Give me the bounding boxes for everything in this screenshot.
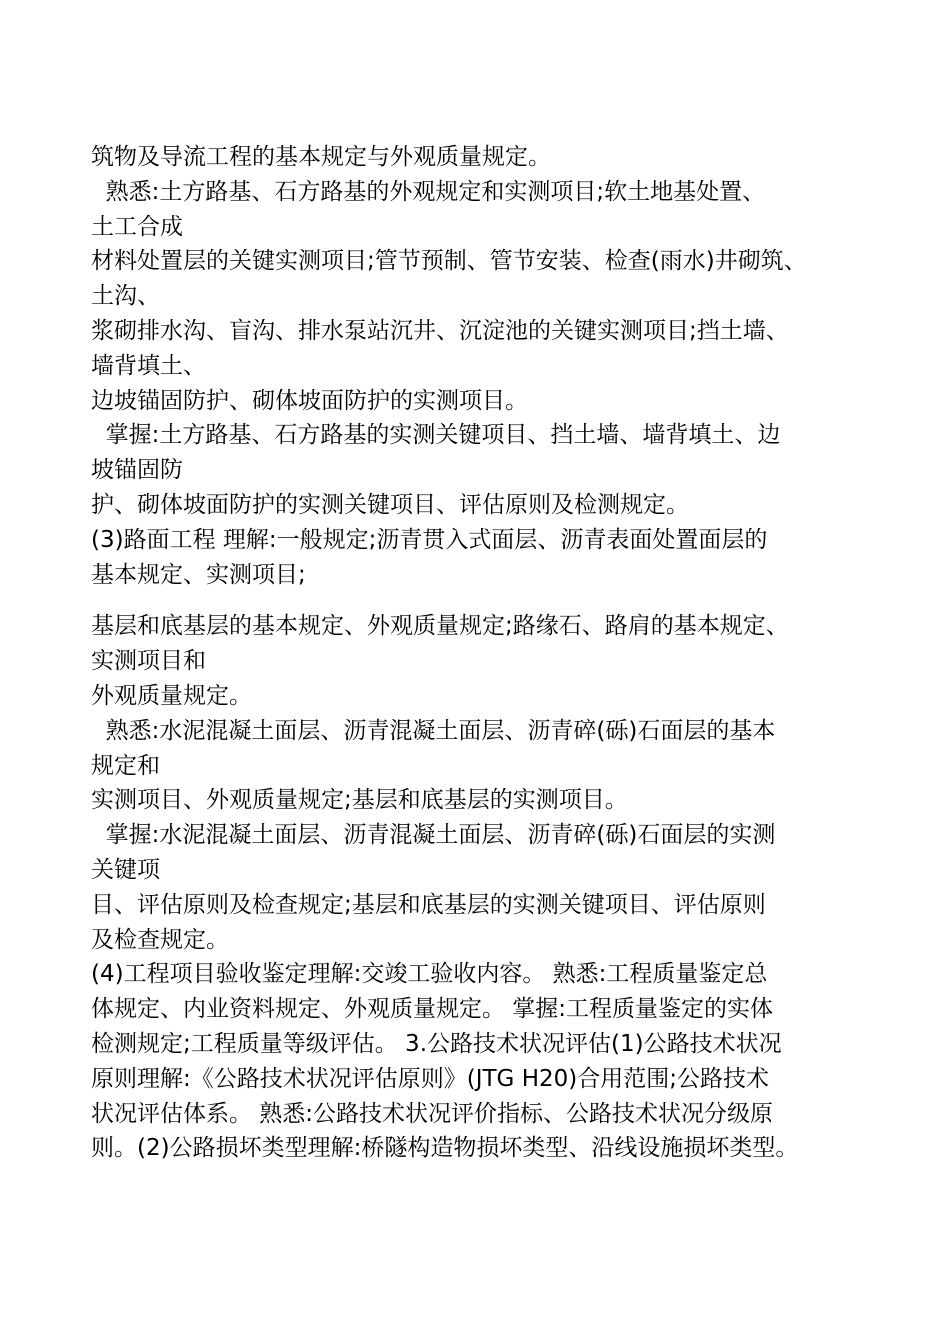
text-line: 基层和底基层的基本规定、外观质量规定;路缘石、路肩的基本规定、 [91,613,789,640]
text-line: 筑物及导流工程的基本规定与外观质量规定。 [91,144,551,170]
text-line: 外观质量规定。 [91,682,252,709]
text-line: 材料处置层的关键实测项目;管节预制、管节安装、检查(雨水)井砌筑、 [91,248,807,275]
text-line: 土工合成 [91,213,183,240]
text-line: 坡锚固防 [91,457,183,484]
text-line: 基本规定、实测项目; [91,561,306,588]
text-line: 掌握:水泥混凝土面层、沥青混凝土面层、沥青碎(砾)石面层的实测 [91,822,776,849]
text-line: 目、评估原则及检查规定;基层和底基层的实测关键项目、评估原则 [91,891,766,918]
text-line: (3)路面工程 理解:一般规定;沥青贯入式面层、沥青表面处置面层的 [91,526,768,553]
text-line: 体规定、内业资料规定、外观质量规定。 掌握:工程质量鉴定的实体 [91,996,774,1023]
text-line: 检测规定;工程质量等级评估。 3.公路技术状况评估(1)公路技术状况 [91,1030,782,1057]
text-line: 熟悉:水泥混凝土面层、沥青混凝土面层、沥青碎(砾)石面层的基本 [91,717,776,744]
text-line: 原则理解:《公路技术状况评估原则》(JTG H20)合用范围;公路技术 [91,1065,769,1092]
text-line: 浆砌排水沟、盲沟、排水泵站沉井、沉淀池的关键实测项目;挡土墙、 [91,317,789,344]
text-line: 规定和 [91,752,160,779]
text-line: 则。(2)公路损坏类型理解:桥隧构造物损坏类型、沿线设施损坏类型。 [91,1135,799,1162]
paragraph-gap [91,592,881,609]
text-line: 关键项 [91,856,160,883]
text-line: 边坡锚固防护、砌体坡面防护的实测项目。 [91,387,528,414]
text-line: 墙背填土、 [91,352,206,379]
text-line: (4)工程项目验收鉴定理解:交竣工验收内容。 熟悉:工程质量鉴定总 [91,961,768,988]
text-line: 熟悉:土方路基、石方路基的外观规定和实测项目;软土地基处置、 [91,178,766,205]
text-line: 护、砌体坡面防护的实测关键项目、评估原则及检测规定。 [91,491,689,518]
text-line: 土沟、 [91,283,160,310]
text-line: 掌握:土方路基、石方路基的实测关键项目、挡土墙、墙背填土、边 [91,422,781,449]
text-line: 及检查规定。 [91,926,229,953]
document-body [91,140,881,1166]
text-line: 状况评估体系。 熟悉:公路技术状况评价指标、公路技术状况分级原 [91,1100,774,1127]
text-line: 实测项目、外观质量规定;基层和底基层的实测项目。 [91,787,628,814]
text-line: 实测项目和 [91,648,206,675]
